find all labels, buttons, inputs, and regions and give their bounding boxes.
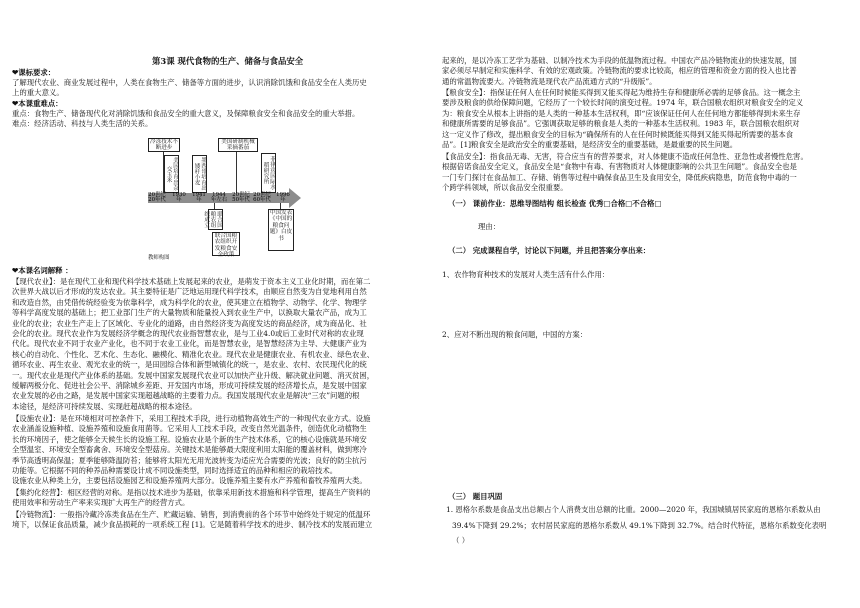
year-label: 20世纪20年代 [148,192,166,203]
paragraph-line: 次世界大战以后才形成的发达农业。其主要特征是广泛地运用现代科学技术，由顺应自然变为自觉地利用自然 [12,287,367,297]
paragraph-line: 品”。[1]粮食安全是政治安全的重要基础，是经济安全的重要基础，是最重要的民生问题。 [442,140,738,149]
keypoint-line: 重点：食物生产、储备现代化对消除饥饿和食品安全的重大意义，及保障粮食安全和食品安全的重大举措。 [12,109,360,118]
paragraph-line: 通的常温物流要大。冷链物流是现代农产品流通方式的“升级版”。 [442,76,657,86]
keypoints-heading: ❤本课重难点： [12,99,63,108]
box-fao: 联合国粮农组织成立 [208,209,223,230]
diagram-caption: 教师构图 [148,255,170,261]
paragraph-line: 家必须尽早制定和实施科学、有效的宏观政策。冷链物流的要求比较高，相应的管理和资金方面的投入也比普 [442,66,797,76]
box-us-corn: 美国培育出杂交玉米 [164,155,179,193]
paragraph-line: 个跨学科领域，所以食品安全很重要。 [442,183,568,193]
section-discussion: （二） 完成课程自学，讨论以下问题，并且把答案分享出来： [448,246,651,255]
paragraph-line: 根据倍诺食品安全定义，食品安全是“食物中有毒、有害物质对人体健康影响的公共卫生问题”。食品安全也是 [442,162,797,172]
answer-blank: （ ） [452,536,470,545]
year-label: 1930年 [172,192,186,203]
paragraph-line: 和改造自然，由凭借传统经验变为依靠科学，成为科学化的农业，使其建立在植物学、动物学、化学、物理学 [12,297,367,307]
box-fao-policy: 联合国粮农组织开发粮食安全政策 [212,232,240,256]
year-label: 20世纪50年代 [232,192,250,203]
homework-text: （一） 课前作业：思维导图结构 组长检查 优秀□合格□不合格□ [448,199,662,208]
paragraph-line: 等科学高度发展的基础上；把工业部门生产的大量物质和能量投入到农业生产中，以换取大量农产品，成为工 [12,308,367,318]
exercise-1-line: 39.4%下降到 29.2%；农村居民家庭的恩格尔系数从 49.1%下降到 32.7%。结合时代特征，恩格尔系数变化表明 [452,521,827,530]
paragraph-line: 会化的农业。现代农业作为发展经济学概念的现代农业指智慧农业，是与工业4.0或后工业时代对称的农业现 [12,329,364,338]
exercise-1-line: 1. 恩格尔系数是食品支出总额占个人消费支出总额的比重。2000—2020 年，我国城镇居民家庭的恩格尔系数从由 [446,505,821,514]
paragraph-line: 一。现代农业是现代产业体系的基础。发展中国家发展现代农业可以加快产业升级、解决就业问题、消灭贫困， [12,370,375,380]
paragraph-line: 农业发展的必由之路，是发展中国家实现超越战略的主要着力点。我国发展现代农业是解决“三农”问题的根 [12,391,360,401]
paragraph-line: 核心的自动化、个性化、艺术化、生态化、融模化、精准化农业。现代农业是健康农业、有机农业、绿色农业、 [12,349,375,359]
timeline-diagram [148,136,298,262]
paragraph-line: 代化。现代农业不同于农业产业化，也不同于农业工业化，而是智慧农业，是智慧经济为主导、大健康产业为 [12,339,367,349]
paragraph-line: 起来的，是以冷冻工艺学为基础、以制冷技术为手段的低温物流过程。中国农产品冷链物流业的快速发展，国 [442,56,797,65]
box-tomato: 美国研制机械采摘番茄 [218,138,258,152]
year-label: 1996年 [276,192,290,203]
paragraph-line: 功能等。它根据不同的种养品种需要设计成不同设施类型，同时选择适宜的品种和相应的栽培技术。 [12,466,338,475]
paragraph-line: 设施农业从种类上分，主要包括设施园艺和设施养殖两大部分。设施养殖主要有水产养殖和畜牧养殖两大类。 [12,476,367,486]
connector [236,152,237,193]
paragraph-line: 使用效率和劳动生产率来实现扩大再生产的经营方式。 [12,498,190,508]
paragraph-line: 【现代农业】：是在现代工业和现代科学技术基础上发展起来的农业，是萌发于资本主义工业化时期，而在第二 [12,277,371,286]
box-cold-tech: 冷冻技术不断进步 [148,138,180,152]
paragraph-line: 【粮食安全】：指保证任何人在任何时候能买得到又能买得起为维持生存和健康所必需的足够食品。这一概念主 [442,88,801,97]
paragraph-line: 为：粮食安全从根本上讲指的是人类的一种基本生活权利，即“应该保证任何人在任何地方都能够得到未来生存 [442,108,801,118]
year-label: 1944年左右 [210,192,228,203]
paragraph-line: 【冷链物流】：一般指冷藏冷冻类食品在生产、贮藏运输、销售，到消费前的各个环节中始终处于规定的低温环 [12,510,371,519]
paragraph-line: 这一定义作了修改，提出粮食安全的目标为“确保所有的人在任何时候既能买得到又能买得起所需要的基本食 [442,129,794,139]
question-2: 2、应对不断出现的粮食问题，中国的方案： [442,330,588,339]
standard-text-line: 上的重大意义。 [12,88,64,97]
box-mexico-wheat: 墨西哥培育出矮秆小麦 [192,155,207,193]
explain-heading: ❤本课名词解释 ： [12,266,73,275]
reason-label: 理由： [478,222,501,231]
paragraph-line: 缓解两极分化、促进社会公平、消除城乡差距、开发国内市场，形成可持续发展的经济增长点，是发展中国家 [12,381,367,390]
box-china-whitepaper: 中国发表《中国的粮食问题》白皮书 [268,209,294,251]
paragraph-line: 【设施农业】：是在环境相对可控条件下，采用工程技术手段，进行动植物高效生产的一种现代农业方式。设施 [12,414,371,423]
paragraph-line: 业化的农业；农业生产走上了区域化、专业化的道路，由自然经济变为高度发达的商品经济，成为商品化、社 [12,318,367,328]
paragraph-line: 要涉及粮食的供给保障问题，它经历了一个较长时间的演变过程。1974 年，联合国粮农组织对粮食安全的定义 [442,98,804,108]
paragraph-line: 长的环境因子，使之能够全天候生长的设施工程。设施农业是个新的生产技术体系，它的核心设施就是环境安 [12,434,367,444]
paragraph-line: 【食品安全】：指食品无毒、无害，符合应当有的营养要求，对人体健康不造成任何急性、亚急性或者慢性危害。 [442,152,808,161]
standard-text-line: 了解现代农业、商业发展过程中，人类在食物生产、储备等方面的进步，认识消除饥饿和食品安全在人类历史 [12,78,367,87]
section-exercises: （三） 题目巩固 [448,492,503,501]
year-label: 20世纪60年代 [253,192,271,203]
year-label: 1941年 [192,192,206,203]
paragraph-line: 和健康所需要的足够食品”。它强调获取足够的粮食是人类的一种基本生活权利。1983 年，联合国粮农组织对 [442,119,800,129]
box-rice-institute: 菲律宾国际水稻研究所 [261,153,276,193]
question-1: 1、农作物育种技术的发展对人类生活有什么作用： [442,270,610,279]
standard-heading: ❤课标要求： [12,68,56,77]
paragraph-line: 循环农业、再生农业、观光农业的统一，是田园综合体和新型城镇化的统一，是农业、农村、农民现代化的统 [12,360,367,370]
paragraph-line: 本途径，是经济可持续发展、实现赶超战略的根本途径。 [12,401,197,411]
paragraph-line: 季节高透明高保温；夏季能够降温防苔；能够将太阳光无用光波转变为适应光合需要的光波；良好的防尘抗污 [12,455,367,465]
paragraph-line: 一门专门探讨在食品加工、存储、销售等过程中确保食品卫生及食用安全，降低疾病隐患，防范食物中毒的一 [442,172,797,182]
paragraph-line: 【集约化经营】：相区经营的对称。是指以技术进步为基础，依靠采用新技术措施和科学管理，提高生产资料的 [12,488,371,497]
page-title: 第3课 现代食物的生产、储备与食品安全 [152,56,304,66]
homework-line [448,199,661,210]
paragraph-line: 境下，以保证食品质量，减少食品损耗的一项系统工程 [1]。它是随着科学技术的进步、制冷技术的发展而建立 [12,520,373,530]
paragraph-line: 农业涵盖设施种植、设施养殖和设施食用菌等。它采用人工技术手段，改变自然光温条件，创造优化动植物生 [12,424,367,434]
difficulty-line: 难点：经济活动、科技与人类生活的关系。 [12,119,153,128]
paragraph-line: 全型温室、环境安全型畜禽舍、环境安全型菇房。关键技术是能够最大限度利用太阳能的覆盖材料，做到寒冷 [12,445,367,455]
connector [163,152,164,193]
